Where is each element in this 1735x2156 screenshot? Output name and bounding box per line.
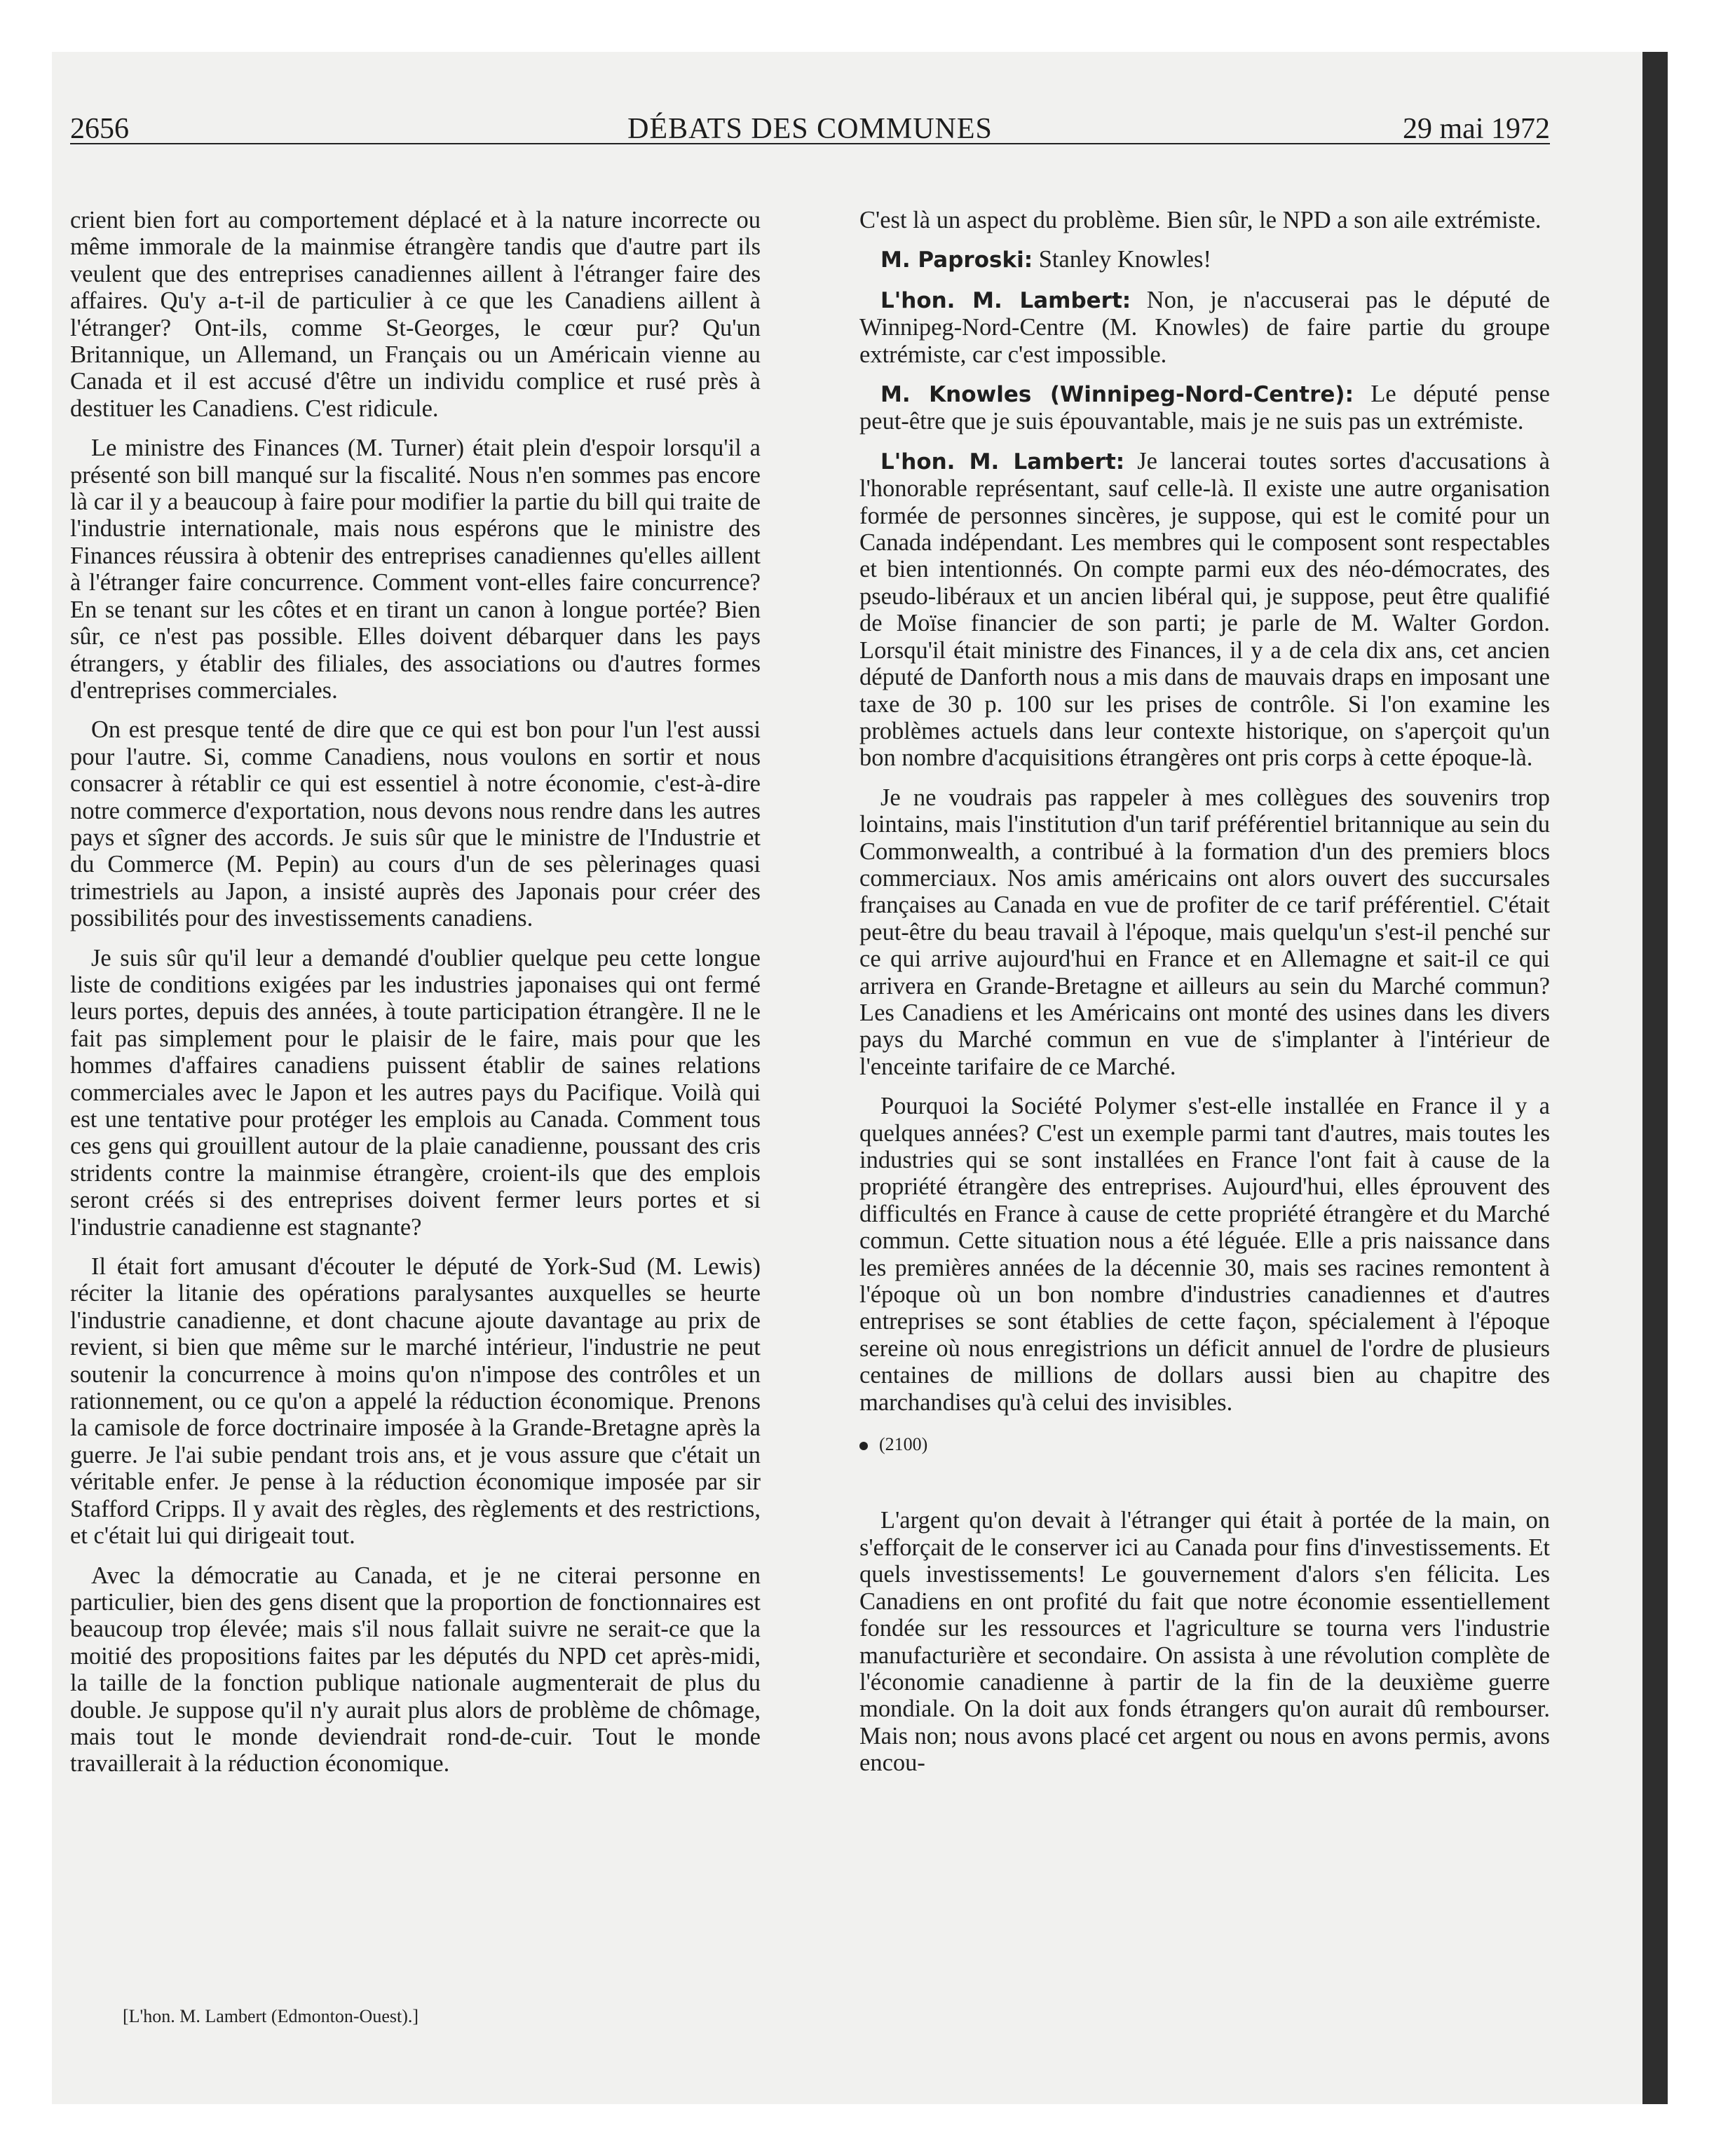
paragraph: Je suis sûr qu'il leur a demandé d'oublier quelque peu cette longue liste de conditions exigées par les industries japonaises qui ont fermé leurs portes, depuis des années, à toute participation étrangère. Il ne le fait pas simplement pour le plaisir de le faire, mais pour que les hommes d'affaires canadiens puissent établir de saines relations commerciales avec le Japon et les autres pays du Pacifique. Voilà qui est une tentative pour protéger les emplois au Canada. Comment tous ces gens qui grouillent autour de la plaie canadienne, poussant des cris stridents contre la mainmise étrangère, croient-ils que des emplois seront créés si des entreprises doivent fermer leurs portes et si l'industrie canadienne est stagnante? <box>70 944 761 1241</box>
bullet-icon <box>859 1442 868 1450</box>
page-number: 2656 <box>70 113 129 145</box>
speech <box>859 448 1550 772</box>
speech <box>859 381 1550 435</box>
left-column <box>70 207 761 1790</box>
speaker-name: L'hon. M. Lambert: <box>880 449 1125 475</box>
page-header <box>70 112 1550 144</box>
time-marker <box>859 1431 1550 1458</box>
speech <box>859 287 1550 368</box>
paragraph: crient bien fort au comportement déplacé et à la nature incorrecte ou même immorale de la mainmise étrangère tandis que d'autre part ils veulent que des entreprises canadiennes aillent à l'étranger faire des affaires. Qu'y a-t-il de particulier à ce que les Canadiens aillent à l'étranger? Ont-ils, comme St-Georges, le cœur pur? Qu'un Britannique, un Allemand, un Français ou un Américain vienne au Canada et il est accusé d'être un individu complice et rusé près à destituer les Canadiens. C'est ridicule. <box>70 207 761 422</box>
speech-text: Non, je n'accuserai pas le député de Winnipeg-Nord-Centre (M. Knowles) de faire partie du groupe extrémiste, car c'est impossible. <box>859 286 1550 368</box>
speech-text: Stanley Knowles! <box>1033 246 1211 273</box>
speaker-attribution: [L'hon. M. Lambert (Edmonton-Ouest).] <box>123 2006 419 2026</box>
speaker-name: M. Paproski: <box>880 247 1033 273</box>
binding-edge <box>1642 52 1668 2104</box>
paragraph: On est presque tenté de dire que ce qui est bon pour l'un l'est aussi pour l'autre. Si, comme Canadiens, nous voulons en sortir et nous consacrer à rétablir ce qui est essentiel à notre économie, c'est-à-dire notre commerce d'exportation, nous devons nous rendre dans les autres pays et sîgner des accords. Je suis sûr que le ministre de l'Industrie et du Commerce (M. Pepin) au cours d'un de ses pèlerinages quasi trimestriels au Japon, a insisté auprès des Japonais pour créer des possibilités pour des investissements canadiens. <box>70 716 761 932</box>
speech <box>859 246 1550 273</box>
paragraph: C'est là un aspect du problème. Bien sûr, le NPD a son aile extrémiste. <box>859 207 1542 233</box>
paragraph: Il était fort amusant d'écouter le député de York-Sud (M. Lewis) réciter la litanie des opérations paralysantes auxquelles se heurte l'industrie canadienne, et dont chacune ajoute davantage au prix de revient, si bien que même sur le marché intérieur, l'industrie ne peut soutenir la concurrence à moins qu'on n'impose des contrôles et un rationnement, ou ce qu'on a appelé la réduction économique. Prenons la camisole de force doctrinaire imposée à la Grande-Bretagne après la guerre. Je l'ai subie pendant trois ans, et je vous assure que c'était un véritable enfer. Je pense à la réduction économique imposée par sir Stafford Cripps. Il y avait des règles, des règlements et des restrictions, et c'était lui qui dirigeait tout. <box>70 1253 761 1550</box>
page-title: DÉBATS DES COMMUNES <box>627 113 993 145</box>
paragraph: Avec la démocratie au Canada, et je ne citerai personne en particulier, bien des gens disent que la proportion de fonctionnaires est beaucoup trop élevée; mais s'il nous fallait suivre ne serait-ce que la moitié des propositions faites par les députés du NPD cet après-midi, la taille de la fonction publique nationale augmenterait de plus du double. Je suppose qu'il n'y aurait plus alors de problème de chômage, mais tout le monde deviendrait rond-de-cuir. Tout le monde travaillerait à la réduction économique. <box>70 1562 761 1778</box>
page-date: 29 mai 1972 <box>1403 113 1550 145</box>
speech-text: Je lancerai toutes sortes d'accusations à l'honorable représentant, sauf celle-là. Il existe une autre organisation formée de personnes sincères, je suppose, qui est le comité pour un Canada indépendant. Les membres qui le composent sont respectables et bien intentionnés. On compte parmi eux des néo-démocrates, des pseudo-libéraux et un ancien libéral qui, je suppose, peut être qualifié de Moïse financier de son parti; je parle de M. Walter Gordon. Lorsqu'il était ministre des Finances, il y a de cela dix ans, cet ancien député de Danforth nous a mis dans de mauvais draps en imposant une taxe de 30 p. 100 sur les prises de contrôle. Si l'on examine les problèmes actuels dans leur contexte historique, on s'aperçoit qu'un bon nombre d'acquisitions étrangères ont pris corps à cette époque-là. <box>859 447 1550 772</box>
speech-text: Le député pense peut-être que je suis épouvantable, mais je ne suis pas un extrémiste. <box>859 381 1550 435</box>
paragraph: L'argent qu'on devait à l'étranger qui était à portée de la main, on s'efforçait de le conserver ici au Canada pour fins d'investissements. Et quels investissements! Le gouvernement d'alors s'en félicita. Les Canadiens en ont profité du fait que notre économie essentiellement fondée sur les ressources et l'agriculture se tourna vers l'industrie manufacturière et secondaire. On assista à une révolution complète de l'économie canadienne à partir de la fin de la deuxième guerre mondiale. On la doit aux fonds étrangers qu'on aurait dû rembourser. Mais non; nous avons placé cet argent ou nous en avons permis, avons encou- <box>859 1507 1550 1777</box>
speaker-name: M. Knowles (Winnipeg-Nord-Centre): <box>880 382 1354 408</box>
paragraph: Pourquoi la Société Polymer s'est-elle installée en France il y a quelques années? C'est un exemple parmi tant d'autres, mais toutes les industries qui se sont installées en France l'ont fait à cause de la propriété étrangère des entreprises. Aujourd'hui, elles éprouvent des difficultés en France à cause de cette propriété étrangère et du Marché commun. Cette situation nous a été léguée. Elle a pris naissance dans les premières années de la décennie 30, mais ses racines remontent à l'époque où un bon nombre d'industries canadiennes et d'autres entreprises se sont établies de cette façon, spécialement à l'époque sereine où nous enregistrions un déficit annuel de l'ordre de plusieurs centaines de millions de dollars aussi bien au chapitre des marchandises qu'à celui des invisibles. <box>859 1093 1550 1416</box>
paragraph: Le ministre des Finances (M. Turner) était plein d'espoir lorsqu'il a présenté son bill manqué sur la fiscalité. Nous n'en sommes pas encore là car il y a beaucoup à faire pour modifier la partie du bill qui traite de l'industrie internationale, mais nous espérons que le ministre des Finances réussira à obtenir des entreprises canadiennes qu'elles aillent à l'étranger faire concurrence. Comment vont-elles faire concurrence? En se tenant sur les côtes et en tirant un canon à longue portée? Bien sûr, ce n'est pas possible. Elles doivent débarquer dans les pays étrangers, y établir des filiales, des associations ou d'autres formes d'entreprises commerciales. <box>70 435 761 704</box>
paragraph: Je ne voudrais pas rappeler à mes collègues des souvenirs trop lointains, mais l'institution d'un tarif préférentiel britannique au sein du Commonwealth, a contribué à la formation d'un des premiers blocs commerciaux. Nos amis américains ont alors ouvert des succursales françaises au Canada en vue de profiter de ce tarif préférentiel. C'était peut-être du beau travail à l'époque, mais quelqu'un s'est-il penché sur ce qui arrive aujourd'hui en France et en Allemagne et sait-il ce qui arrivera en Grande-Bretagne et ailleurs au sein du Marché commun? Les Canadiens et les Américains ont monté des usines dans les divers pays du Marché commun en vue de s'implanter à l'intérieur de l'enceinte tarifaire de ce Marché. <box>859 784 1550 1080</box>
right-column <box>859 207 1550 1789</box>
time-marker-text: (2100) <box>879 1434 928 1455</box>
speaker-name: L'hon. M. Lambert: <box>880 287 1131 313</box>
